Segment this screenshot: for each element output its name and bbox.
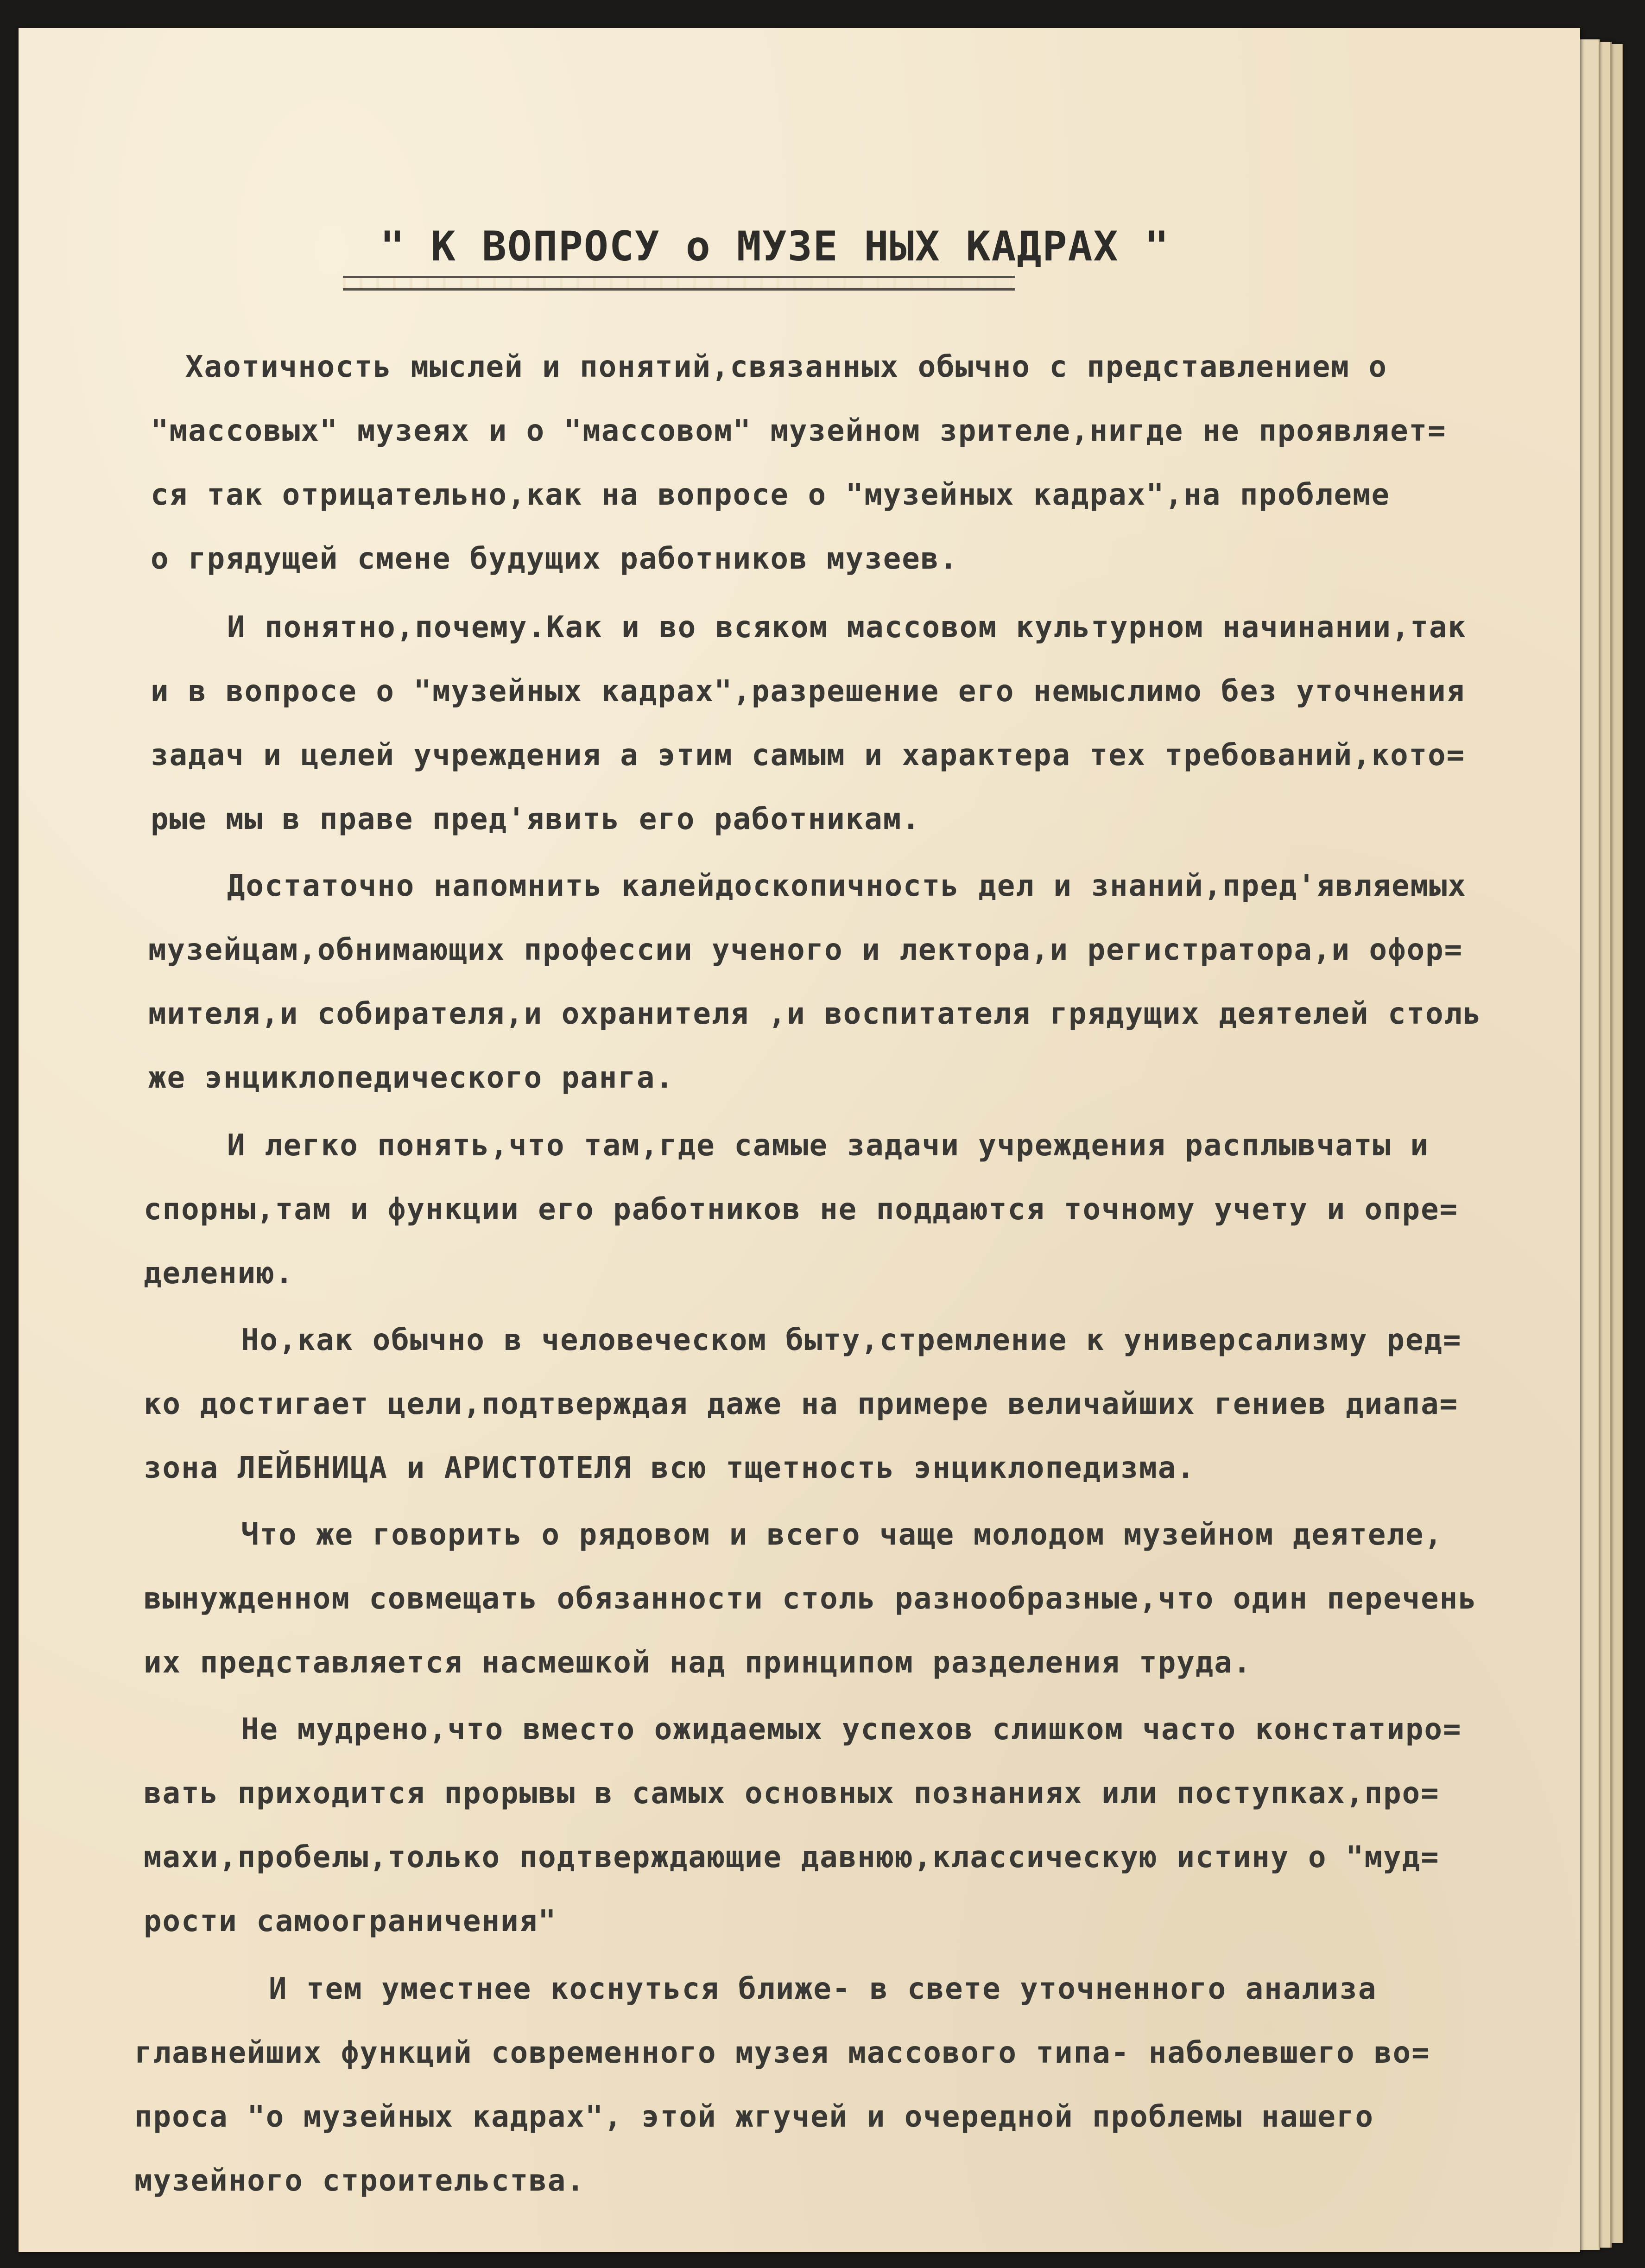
text-line: Хаотичность мыслей и понятий,связанных обычно с представлением о bbox=[185, 350, 1387, 384]
text-line: зона ЛЕЙБНИЦА и АРИСТОТЕЛЯ всю тщетность энциклопедизма. bbox=[144, 1451, 1196, 1485]
title-underline bbox=[343, 276, 1015, 291]
text-line: задач и целей учреждения а этим самым и характера тех требований,кото= bbox=[151, 738, 1466, 773]
text-line: ко достигает цели,подтверждая даже на примере величайших гениев диапа= bbox=[144, 1387, 1459, 1421]
text-line: вынужденном совмещать обязанности столь разнообразные,что один перечень bbox=[144, 1582, 1477, 1616]
text-line: их представляется насмешкой над принципом разделения труда. bbox=[144, 1646, 1252, 1680]
text-line: рые мы в праве пред'явить его работникам. bbox=[151, 802, 921, 836]
document-title: " К ВОПРОСУ о МУЗЕ НЫХ КАДРАХ " bbox=[380, 222, 1170, 270]
text-line: Достаточно напомнить калейдоскопичность дел и знаний,пред'являемых bbox=[227, 869, 1467, 903]
text-line: махи,пробелы,только подтверждающие давнюю,классическую истину о "муд= bbox=[144, 1840, 1440, 1875]
text-line: Что же говорить о рядовом и всего чаще молодом музейном деятеле, bbox=[241, 1518, 1443, 1552]
text-line: проса "о музейных кадрах", этой жгучей и очередной проблемы нашего bbox=[134, 2100, 1374, 2134]
text-line: музейного строительства. bbox=[134, 2164, 585, 2198]
text-line: делению. bbox=[144, 1256, 294, 1291]
text-line: спорны,там и функции его работников не поддаются точному учету и опре= bbox=[144, 1192, 1459, 1227]
text-line: "массовых" музеях и о "массовом" музейном зрителе,нигде не проявляет= bbox=[151, 414, 1447, 448]
text-line: главнейших функций современного музея массового типа- наболевшего во= bbox=[134, 2036, 1430, 2070]
text-line: И понятно,почему.Как и во всяком массовом культурном начинании,так bbox=[227, 610, 1467, 645]
text-line: мителя,и собирателя,и охранителя ,и воспитателя грядущих деятелей столь bbox=[148, 997, 1482, 1031]
text-line: ся так отрицательно,как на вопросе о "музейных кадрах",на проблеме bbox=[151, 478, 1391, 512]
text-line: И легко понять,что там,где самые задачи учреждения расплывчаты и bbox=[227, 1128, 1429, 1163]
text-line: о грядущей смене будущих работников музеев. bbox=[151, 542, 958, 576]
text-line: вать приходится прорывы в самых основных познаниях или поступках,про= bbox=[144, 1776, 1440, 1811]
text-line: и в вопросе о "музейных кадрах",разрешение его немыслимо без уточнения bbox=[151, 674, 1466, 709]
text-line: рости самоограничения" bbox=[144, 1904, 557, 1939]
text-line: же энциклопедического ранга. bbox=[148, 1061, 674, 1095]
text-line: Но,как обычно в человеческом быту,стремление к универсализму ред= bbox=[241, 1323, 1462, 1357]
text-line: музейцам,обнимающих профессии ученого и лектора,и регистратора,и офор= bbox=[148, 933, 1463, 967]
typewritten-page bbox=[19, 28, 1580, 2252]
text-line: Не мудрено,что вместо ожидаемых успехов слишком часто констатиро= bbox=[241, 1712, 1462, 1747]
text-line: И тем уместнее коснуться ближе- в свете уточненного анализа bbox=[269, 1972, 1377, 2006]
